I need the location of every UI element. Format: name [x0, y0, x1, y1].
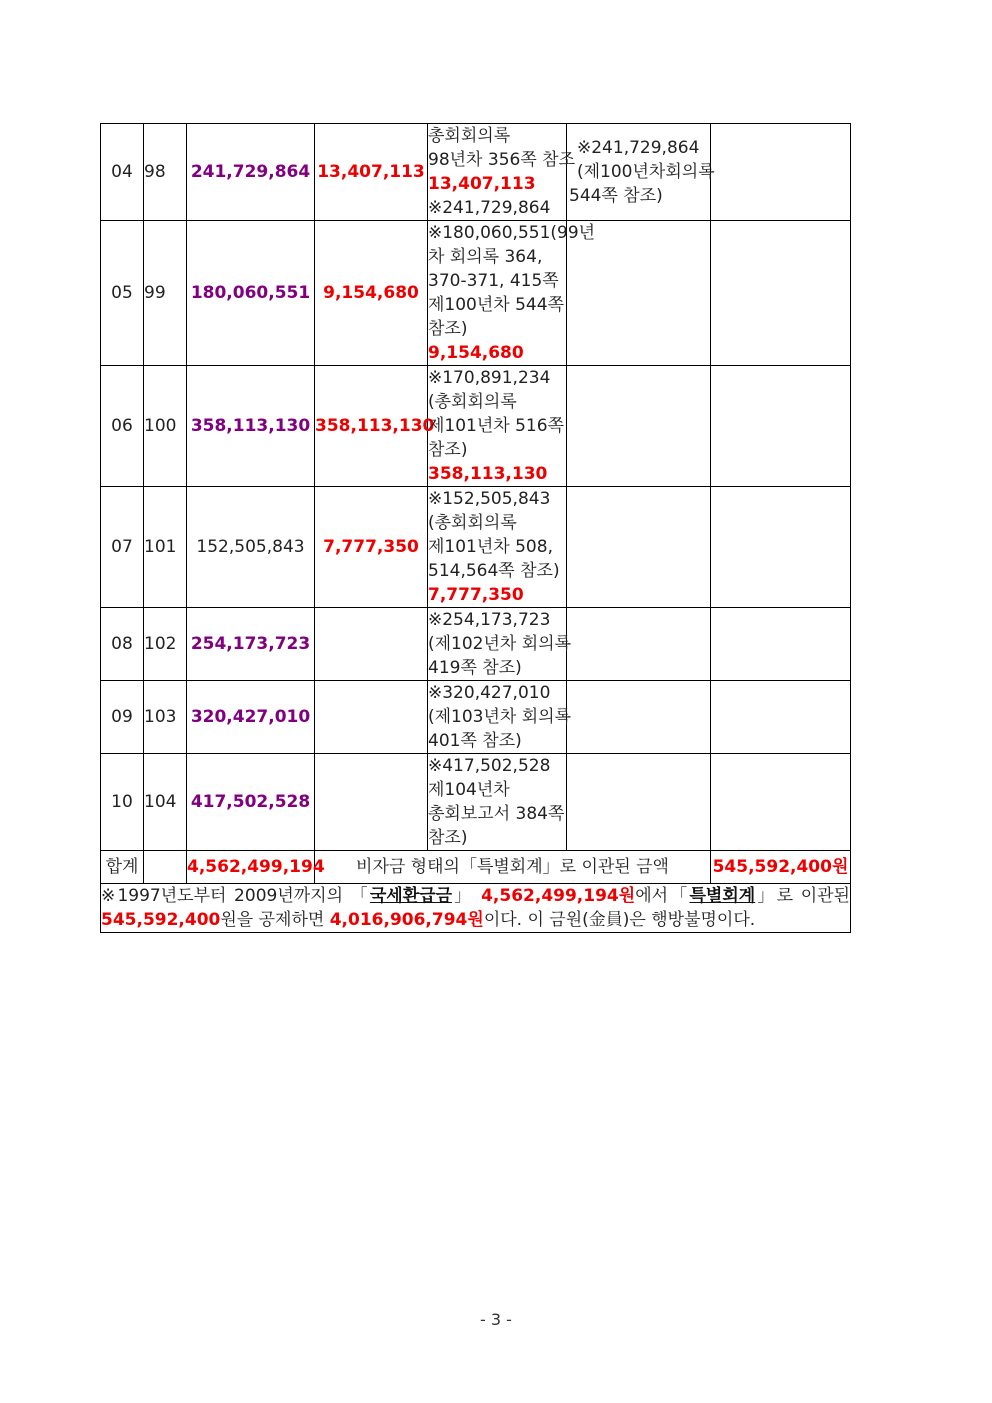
summary-part: 이다. 이 금원(金員)은 행방불명이다.	[483, 910, 756, 930]
row-number: 06	[101, 366, 144, 487]
note-line: (제103년차 회의록	[428, 707, 572, 727]
row-number: 04	[101, 124, 144, 221]
total-empty-cell	[144, 851, 187, 884]
note-transfer-value: 13,407,113	[428, 174, 536, 194]
row-amount: 241,729,864	[190, 162, 311, 182]
row-extra-note	[567, 124, 715, 221]
summary-keyword-refund: 국세환급금	[369, 886, 452, 906]
note-line: 총회보고서 384쪽	[428, 804, 565, 824]
row-transfer-cell	[315, 754, 428, 851]
row-extra-note	[567, 754, 711, 851]
note-line: (총회회의록	[428, 513, 517, 533]
extra-note-line: ※241,729,864	[577, 138, 700, 158]
page-number: - 3 -	[480, 1310, 512, 1329]
total-transferred: 545,592,400원	[712, 857, 849, 877]
table-row	[101, 221, 851, 366]
row-transfer-amount: 358,113,130	[315, 416, 435, 436]
row-empty-cell	[711, 754, 851, 851]
row-amount: 358,113,130	[190, 416, 311, 436]
row-session-year: 98	[144, 124, 187, 221]
summary-text	[101, 884, 851, 933]
row-amount-cell	[187, 608, 315, 681]
row-amount: 320,427,010	[190, 707, 311, 727]
row-reference-note	[428, 124, 575, 221]
row-session-year: 102	[144, 608, 187, 681]
row-reference-note	[428, 754, 567, 851]
row-number: 05	[101, 221, 144, 366]
note-transfer-value: 9,154,680	[428, 343, 524, 363]
row-transfer-cell	[315, 608, 428, 681]
summary-total-value: 4,562,499,194원	[481, 886, 636, 906]
table-row	[101, 366, 851, 487]
note-line: ※320,427,010	[428, 683, 551, 703]
row-amount-cell	[187, 221, 315, 366]
note-line: 총회회의록	[428, 126, 511, 146]
row-session-year: 101	[144, 487, 187, 608]
extra-note-line: 544쪽 참조)	[569, 186, 663, 206]
note-line: 차 회의록 364,	[428, 247, 543, 267]
row-extra-note	[567, 608, 711, 681]
row-transfer-amount: 9,154,680	[323, 283, 419, 303]
row-transfer-cell	[315, 221, 428, 366]
summary-row	[101, 884, 851, 933]
row-amount: 254,173,723	[190, 634, 311, 654]
total-row	[101, 851, 851, 884]
note-line: (제102년차 회의록	[428, 634, 572, 654]
row-reference-note	[428, 487, 567, 608]
note-line: 제100년차 544쪽	[428, 295, 564, 315]
note-line: ※241,729,864	[428, 198, 551, 218]
row-amount-cell	[187, 754, 315, 851]
row-amount-cell	[187, 124, 315, 221]
row-session-year: 99	[144, 221, 187, 366]
total-description: 비자금 형태의「특별회계」로 이관된 금액	[315, 851, 711, 884]
note-line: ※417,502,528	[428, 756, 551, 776]
row-number: 07	[101, 487, 144, 608]
row-amount-cell	[187, 487, 315, 608]
note-line: 제101년차 516쪽	[428, 416, 564, 436]
row-transfer-cell	[315, 366, 435, 487]
note-line: 제104년차	[428, 780, 510, 800]
note-line: 98년차 356쪽 참조	[428, 150, 575, 170]
note-line: 참조)	[428, 440, 468, 460]
total-amount: 4,562,499,194	[187, 857, 325, 877]
note-line: ※152,505,843	[428, 489, 551, 509]
note-line: ※170,891,234	[428, 368, 551, 388]
extra-note-line: (제100년차회의록	[577, 162, 715, 182]
row-empty-cell	[711, 487, 851, 608]
summary-keyword-special: 특별회계	[689, 886, 756, 906]
note-transfer-value: 7,777,350	[428, 585, 524, 605]
row-number: 09	[101, 681, 144, 754]
row-session-year: 103	[144, 681, 187, 754]
fund-table	[100, 123, 851, 933]
summary-missing-value: 4,016,906,794원	[329, 910, 484, 930]
summary-part: ※1997년도부터 2009년까지의 「	[101, 886, 370, 906]
row-empty-cell	[711, 366, 851, 487]
table-body	[101, 124, 851, 851]
table-row	[101, 681, 851, 754]
row-session-year: 104	[144, 754, 187, 851]
summary-transferred-value: 545,592,400	[101, 910, 221, 930]
summary-part: 」로 이관된	[755, 886, 850, 906]
note-line: (총회회의록	[428, 392, 517, 412]
row-amount-cell	[187, 681, 315, 754]
row-number: 08	[101, 608, 144, 681]
row-transfer-cell	[315, 124, 428, 221]
summary-part: 」	[452, 886, 482, 906]
row-extra-note	[567, 366, 711, 487]
row-transfer-amount: 7,777,350	[323, 537, 419, 557]
row-empty-cell	[711, 608, 851, 681]
note-line: 370-371, 415쪽	[428, 271, 559, 291]
row-reference-note	[428, 608, 572, 681]
row-amount: 417,502,528	[190, 792, 311, 812]
row-empty-cell	[711, 221, 851, 366]
row-reference-note	[428, 221, 596, 366]
note-line: 참조)	[428, 828, 468, 848]
note-line: 401쪽 참조)	[428, 731, 522, 751]
table-row	[101, 608, 851, 681]
note-line: 제101년차 508,	[428, 537, 553, 557]
row-amount: 152,505,843	[196, 537, 305, 557]
row-reference-note	[428, 681, 572, 754]
row-extra-note	[567, 487, 711, 608]
row-empty-cell	[711, 124, 851, 221]
note-line: ※180,060,551(99년	[428, 223, 596, 243]
table-row	[101, 754, 851, 851]
row-amount: 180,060,551	[190, 283, 311, 303]
summary-part: 에서「	[635, 886, 690, 906]
note-line: 참조)	[428, 319, 468, 339]
summary-part: 원을 공제하면	[220, 910, 330, 930]
note-line: ※254,173,723	[428, 610, 551, 630]
total-label: 합계	[101, 851, 144, 884]
row-session-year: 100	[144, 366, 187, 487]
row-extra-note	[567, 681, 711, 754]
note-line: 419쪽 참조)	[428, 658, 522, 678]
row-transfer-cell	[315, 681, 428, 754]
row-amount-cell	[187, 366, 315, 487]
note-line: 514,564쪽 참조)	[428, 561, 560, 581]
table-row	[101, 487, 851, 608]
row-reference-note	[428, 366, 567, 487]
row-empty-cell	[711, 681, 851, 754]
row-transfer-cell	[315, 487, 428, 608]
note-transfer-value: 358,113,130	[428, 464, 548, 484]
table-row	[101, 124, 851, 221]
row-transfer-amount: 13,407,113	[317, 162, 425, 182]
row-number: 10	[101, 754, 144, 851]
